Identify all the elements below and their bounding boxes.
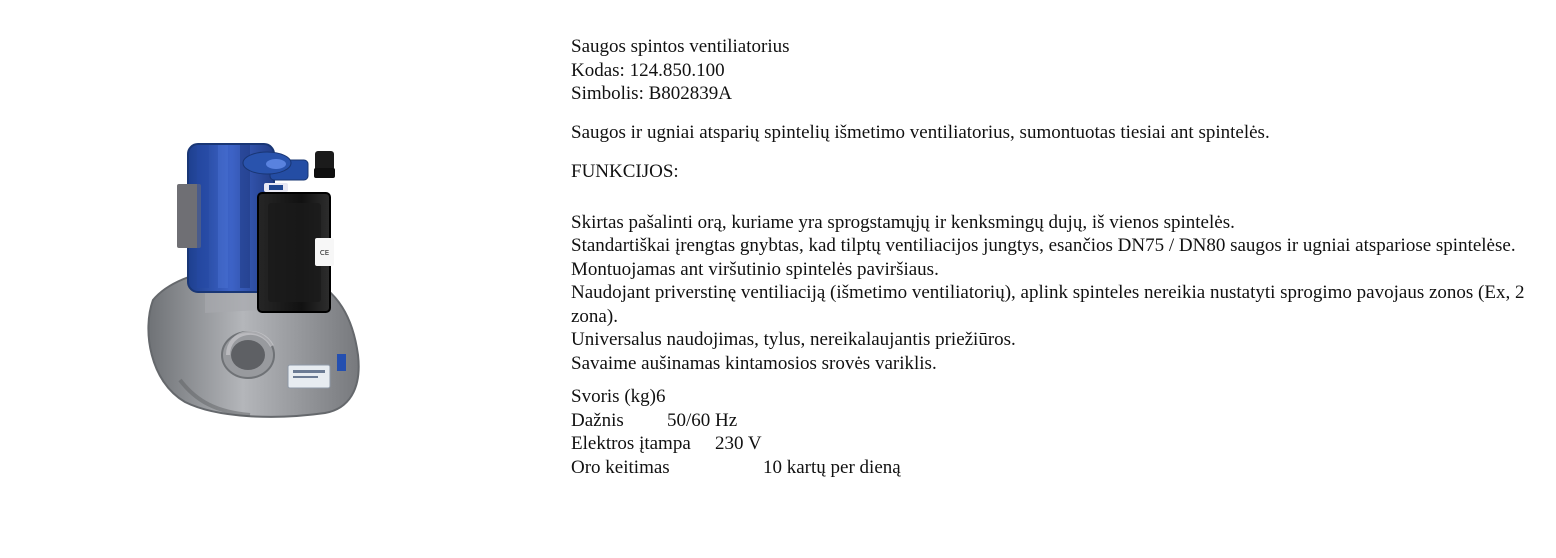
product-image [130,120,380,430]
function-item: Standartiškai įrengtas gnybtas, kad tilptų ventiliacijos jungtys, esančios DN75 / DN80 saugos ir ugniai atspariose spintelėse. [571,235,1516,256]
spec-value: 6 [655,386,666,407]
function-item: Montuojamas ant viršutinio spintelės paviršiaus. [571,258,939,280]
spacer [571,144,1546,160]
ce-mark: CE [319,249,330,257]
spacer [571,184,1546,211]
function-item: Skirtas pašalinti orą, kuriame yra sprogstamųjų ir kenksmingų dujų, iš vienos spintelės. [571,211,1235,233]
spec-label: Dažnis [571,409,624,431]
spec-value: 230 V [715,433,762,454]
spec-row-voltage [571,432,1546,456]
spec-row-weight [571,385,1546,409]
product-header [571,35,1546,106]
spec-row-air-change [571,456,1546,480]
spacer [571,106,1546,121]
functions-heading: FUNKCIJOS: [571,161,679,182]
product-title: Saugos spintos ventiliatorius [571,36,790,57]
spec-label: Svoris (kg) [571,386,656,407]
function-item: Universalus naudojimas, tylus, nereikalaujantis priežiūros. [571,329,1016,350]
product-description: Saugos ir ugniai atsparių spintelių išmetimo ventiliatorius, sumontuotas tiesiai ant spintelės. [571,121,1270,143]
function-item: Naudojant priverstinę ventiliaciją (išmetimo ventiliatorių), aplink spinteles nereikia nustatyti sprogimo pavojaus zonos (Ex, 2 zona). [571,282,1525,327]
spacer [571,375,1546,385]
specifications [571,385,1546,479]
functions-list [571,211,1546,376]
product-code: Kodas: 124.850.100 [571,59,725,81]
spec-label: Oro keitimas [571,456,670,478]
product-symbol: Simbolis: B802839A [571,83,732,104]
product-details [571,35,1546,479]
function-item: Savaime aušinamas kintamosios srovės variklis. [571,352,937,374]
spec-value: 10 kartų per dieną [763,456,901,478]
spec-value: 50/60 Hz [667,409,738,431]
spec-row-frequency [571,409,1546,433]
spec-label: Elektros įtampa [571,433,691,454]
